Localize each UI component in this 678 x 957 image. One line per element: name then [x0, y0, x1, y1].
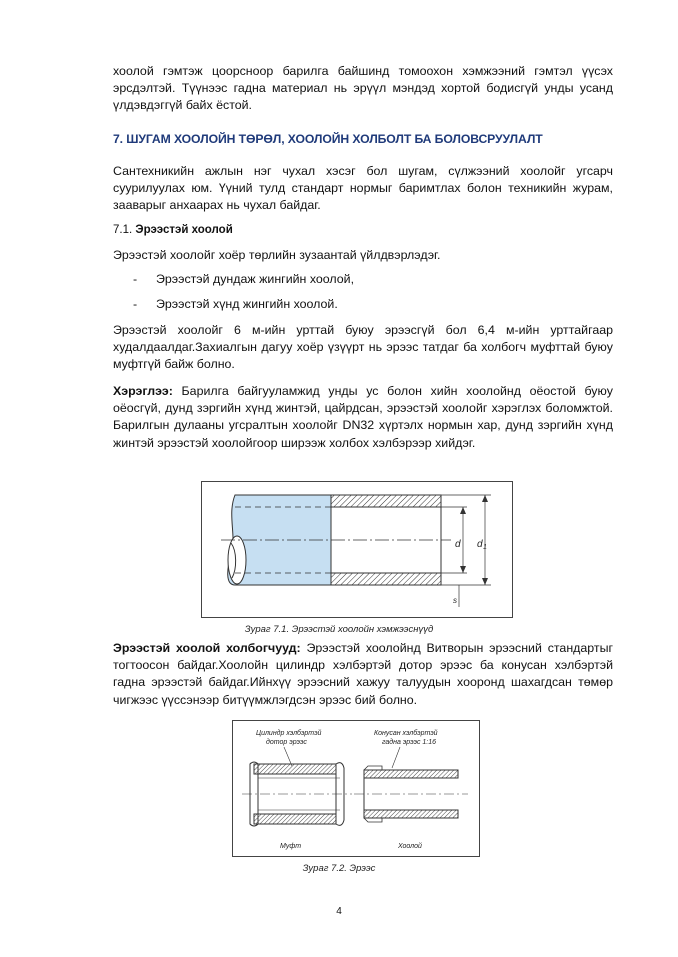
dim-s-label: s [453, 596, 457, 605]
page-number: 4 [336, 906, 342, 917]
subsection-name: Эрээстэй хоолой [135, 224, 233, 236]
connectors-paragraph [113, 640, 613, 709]
inner-thread-label-2: дотор эрээс [266, 739, 307, 746]
muft-label: Муфт [280, 843, 302, 850]
usage-paragraph [113, 383, 613, 452]
outer-thread-label-1: Конусан хэлбэртэй [374, 730, 438, 737]
intro-paragraph: хоолой гэмтэж цоорсноор барилга байшинд томоохон хэмжээний гэмтэл үүсэх эрсдэлтэй. Түүнээс гадна материал нь эрүүл мэндэд хортой бодисгүй унды усанд үлдэвдэггүй байх ёстой. [113, 64, 613, 113]
list-item: Эрээстэй хүнд жингийн хоолой. [156, 297, 338, 311]
connectors-text: Эрээстэй хоолойнд Витворын эрээсний стандартыг тогтоосон байдаг.Хоолойн цилиндр хэлбэртэй дотор эрээс ба конусан хэлбэртэй гадна эрээстэй байдаг.Ийнхүү эрээсний хажуу талуудын хооронд шахагдсан төмөр чигжээс үүссэнээр битүүмжлэгдсэн эрээс бий болно. [113, 641, 613, 707]
figure-thread-types [232, 720, 480, 857]
outer-thread-label-2: гадна эрээс 1:16 [382, 739, 437, 746]
figure-threaded-pipe-dimensions [201, 481, 513, 621]
subsection-title [113, 224, 233, 236]
connectors-label: Эрээстэй хоолой холбогчууд: [113, 641, 301, 655]
inner-thread-label-1: Цилиндр хэлбэртэй [256, 730, 322, 737]
usage-label: Хэрэглээ: [113, 384, 173, 398]
figure1-caption: Зураг 7.1. Эрээстэй хоолойн хэмжээснүүд [244, 624, 434, 635]
dim-d-label: d [455, 539, 461, 550]
dim-d1-label: d [477, 539, 483, 550]
list-bullet: - [133, 272, 138, 286]
list-bullet: - [133, 297, 138, 311]
dim-d1-subscript: 1 [483, 544, 487, 551]
section-heading: 7. ШУГАМ ХООЛОЙН ТӨРӨЛ, ХООЛОЙН ХОЛБОЛТ БА БОЛОВСРУУЛАЛТ [113, 132, 543, 146]
types-paragraph: Эрээстэй хоолойг хоёр төрлийн зузаантай үйлдвэрлэдэг. [113, 248, 441, 262]
pipe-label: Хоолой [398, 843, 422, 850]
usage-text: Барилга байгууламжид унды ус болон хийн хоолойнд оёостой буюу оёосгүй, дунд зэргийн хүнд жинтэй, цайрдсан, эрээстэй хоолойг хэрэглэх боломжтой. Барилгын дулааны угсралтын хоолойг DN32 хүртэлх нормын хар, дунд зэргийн хүнд жинтэй эрээстэй хоолойгоор ширээж холбох хэлбэрээр хийдэг. [113, 384, 613, 450]
figure2-caption: Зураг 7.2. Эрээс [302, 863, 376, 874]
list-item: Эрээстэй дундаж жингийн хоолой, [156, 272, 355, 286]
subsection-number: 7.1. [113, 224, 133, 236]
sale-paragraph: Эрээстэй хоолойг 6 м-ийн урттай буюу эрээсгүй бол 6,4 м-ийн урттайгаар худалдаалдаг.Захиалгын дагуу хоёр үзүүрт нь эрээс татдаг ба холбогч муфттай буюу муфтгүй байж болно. [113, 323, 613, 372]
section-paragraph: Сантехникийн ажлын нэг чухал хэсэг бол шугам, сүлжээний хоолойг угсарч суурилуулах юм. Үүний тулд стандарт нормыг баримтлах болон техникийн журам, зааварыг анхаарах нь чухал байдаг. [113, 164, 613, 213]
